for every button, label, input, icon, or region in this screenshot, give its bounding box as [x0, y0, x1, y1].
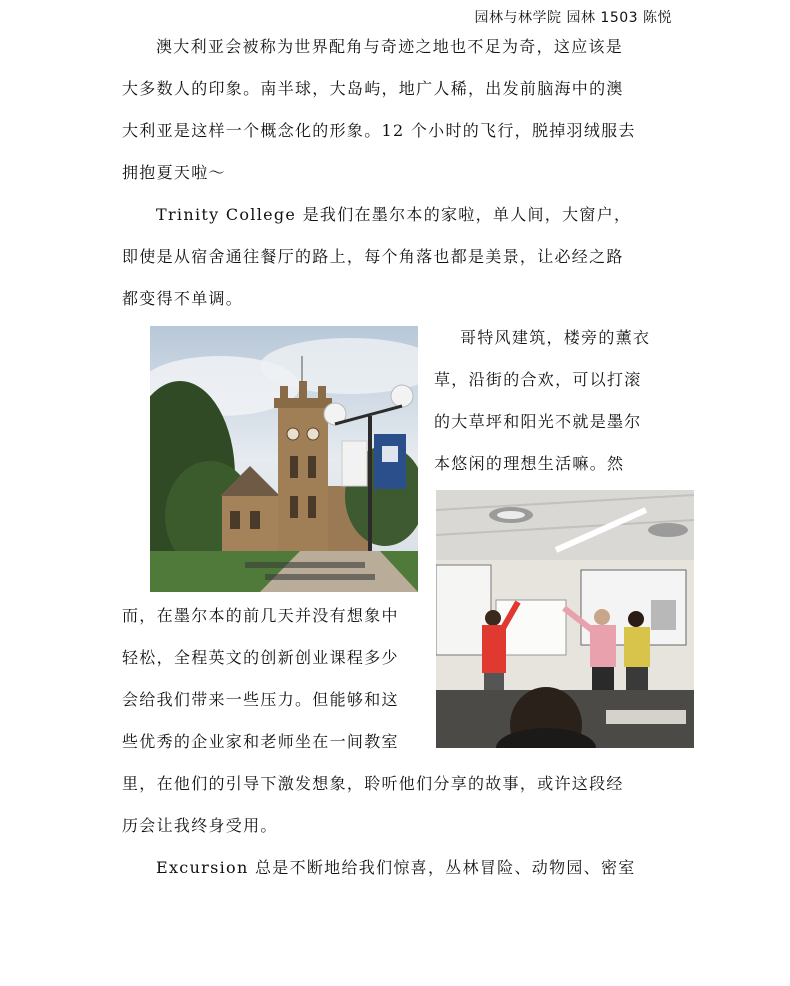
college-building-photo [150, 326, 418, 592]
body-line: Trinity College 是我们在墨尔本的家啦，单人间，大窗户， [156, 205, 632, 224]
body-line: 些优秀的企业家和老师坐在一间教室 [122, 732, 399, 751]
body-line: 本悠闲的理想生活嘛。然 [434, 454, 625, 473]
body-line: Excursion 总是不断地给我们惊喜，丛林冒险、动物园、密室 [156, 858, 636, 877]
body-line: 即使是从宿舍通往餐厅的路上，每个角落也都是美景，让必经之路 [122, 247, 624, 266]
body-line: 大利亚是这样一个概念化的形象。12 个小时的飞行，脱掉羽绒服去 [122, 121, 636, 140]
body-line: 草，沿街的合欢，可以打滚 [434, 370, 642, 389]
body-line: 里，在他们的引导下激发想象，聆听他们分享的故事，或许这段经 [122, 774, 624, 793]
classroom-photo [436, 490, 694, 748]
body-line: 的大草坪和阳光不就是墨尔 [434, 412, 642, 431]
body-line: 会给我们带来一些压力。但能够和这 [122, 690, 399, 709]
body-line: 都变得不单调。 [122, 289, 244, 308]
body-line: 而，在墨尔本的前几天并没有想象中 [122, 606, 399, 625]
body-line: 轻松，全程英文的创新创业课程多少 [122, 648, 399, 667]
body-line: 哥特风建筑，楼旁的薰衣 [460, 328, 651, 347]
body-line: 澳大利亚会被称为世界配角与奇迹之地也不足为奇，这应该是 [156, 37, 624, 56]
body-line: 拥抱夏天啦～ [122, 163, 226, 182]
body-line: 大多数人的印象。南半球，大岛屿，地广人稀，出发前脑海中的澳 [122, 79, 624, 98]
page-header: 园林与林学院 园林 1503 陈悦 [474, 10, 672, 26]
body-line: 历会让我终身受用。 [122, 816, 278, 835]
